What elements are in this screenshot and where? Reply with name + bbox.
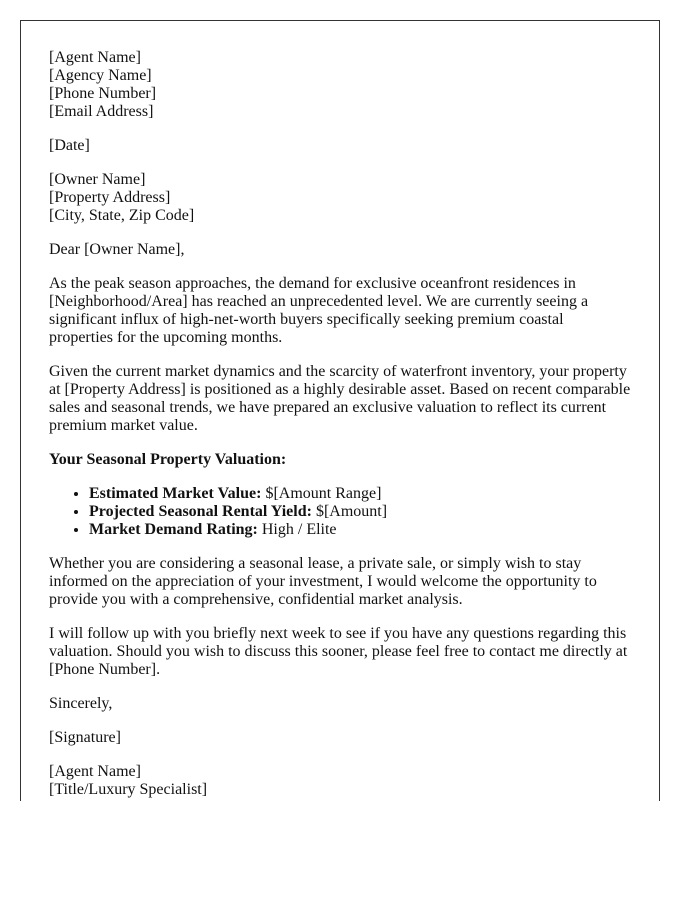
signer-name: [Agent Name] [49,763,141,780]
closing-paragraph-1: Whether you are considering a seasonal lease, a private sale, or simply wish to stay informed on the appreciation of your investment, I would welcome the opportunity to provide you with a comprehensive, confidential market analysis. [49,555,597,608]
closing-paragraph-2: I will follow up with you briefly next week to see if you have any questions regarding this valuation. Should you wish to discuss this sooner, please feel free to contact me directly at [Phone Number]. [49,625,628,678]
recipient-owner-name: [Owner Name] [49,171,146,188]
signer-title: [Title/Luxury Specialist] [49,781,208,798]
valuation-item-label: Market Demand Rating: [89,521,258,538]
letter-date: [Date] [49,137,90,154]
signer-block [49,763,631,799]
signature-placeholder: [Signature] [49,729,121,746]
sender-block [49,49,631,121]
body-paragraph-1: As the peak season approaches, the demand for exclusive oceanfront residences in [Neighborhood/Area] has reached an unprecedented level. We are currently seeing a significant influx of high-net-worth buyers specifically seeking premium coastal properties for the upcoming months. [49,275,589,346]
valuation-item-rental-yield [89,503,631,521]
sender-agency-name: [Agency Name] [49,67,152,84]
valuation-item-demand-rating [89,521,631,539]
signoff: Sincerely, [49,695,113,712]
valuation-item-value: $[Amount] [311,503,388,520]
valuation-item-label: Projected Seasonal Rental Yield: [89,503,312,520]
sender-agent-name: [Agent Name] [49,49,141,66]
valuation-item-label: Estimated Market Value: [89,485,262,502]
recipient-property-address: [Property Address] [49,189,171,206]
recipient-block [49,171,631,225]
valuation-list [49,485,631,539]
date-block [49,137,631,155]
body-paragraph-2: Given the current market dynamics and the scarcity of waterfront inventory, your property at [Property Address] is positioned as a highly desirable asset. Based on recent comparable sales and seasonal trends, we have prepared an exclusive valuation to reflect its current premium market value. [49,363,631,434]
valuation-item-market-value [89,485,631,503]
valuation-heading: Your Seasonal Property Valuation: [49,451,287,468]
recipient-city-state-zip: [City, State, Zip Code] [49,207,195,224]
salutation: Dear [Owner Name], [49,241,185,258]
valuation-item-value: $[Amount Range] [261,485,382,502]
valuation-item-value: High / Elite [257,521,337,538]
sender-phone: [Phone Number] [49,85,157,102]
sender-email: [Email Address] [49,103,154,120]
letter-page [20,20,660,801]
